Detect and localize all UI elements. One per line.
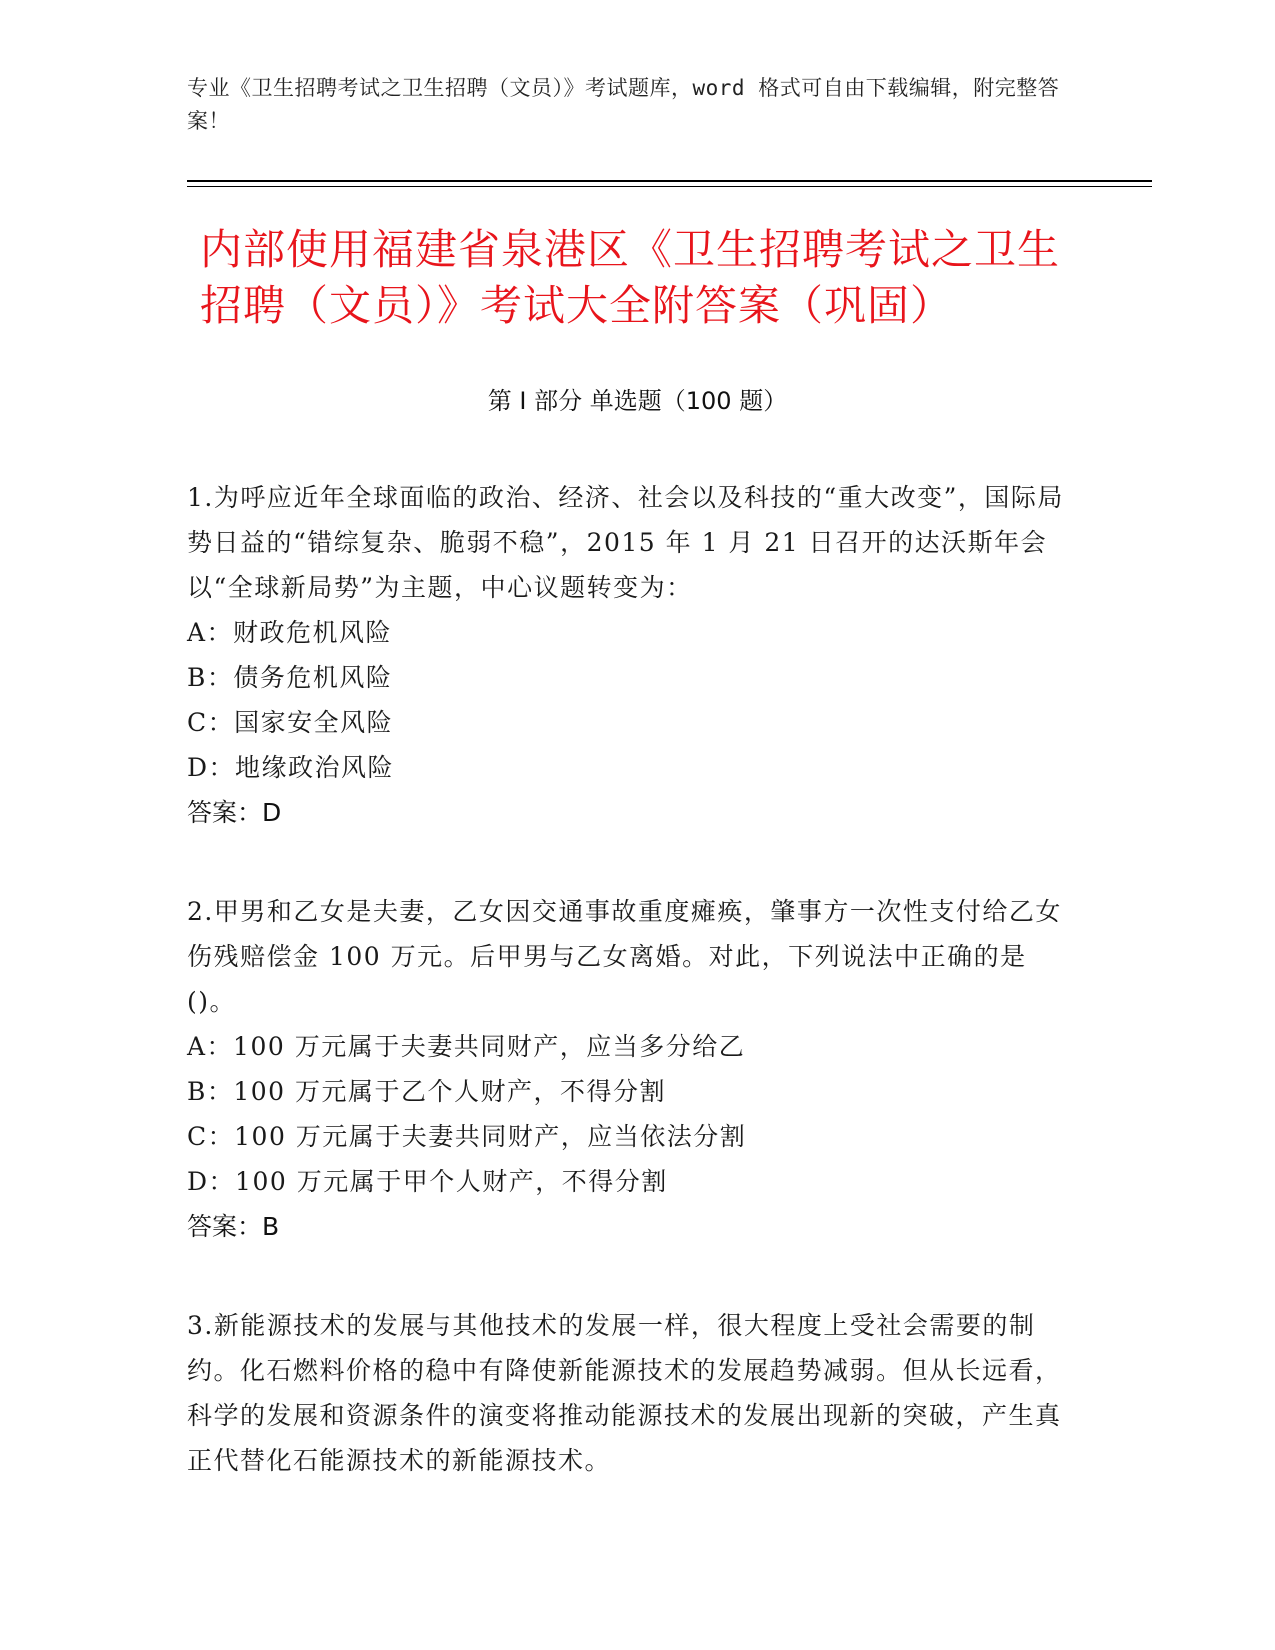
question-3 <box>187 1303 1067 1483</box>
option-a: A：100 万元属于夫妻共同财产，应当多分给乙 <box>187 1032 746 1061</box>
answer: 答案：D <box>187 798 282 827</box>
document-title: 内部使用福建省泉港区《卫生招聘考试之卫生招聘（文员）》考试大全附答案（巩固） <box>200 225 1061 330</box>
option-b: B：债务危机风险 <box>187 663 393 692</box>
question-2 <box>187 889 1067 1249</box>
option-d: D：100 万元属于甲个人财产，不得分割 <box>187 1167 668 1196</box>
question-stem: 3.新能源技术的发展与其他技术的发展一样，很大程度上受社会需要的制约。化石燃料价格的稳中有降使新能源技术的发展趋势减弱。但从长远看，科学的发展和资源条件的演变将推动能源技术的发展出现新的突破，产生真正代替化石能源技术的新能源技术。 <box>187 1311 1062 1475</box>
option-c: C：国家安全风险 <box>187 708 394 737</box>
option-a: A：财政危机风险 <box>187 618 393 647</box>
answer: 答案：B <box>187 1212 280 1241</box>
question-stem: 2.甲男和乙女是夫妻，乙女因交通事故重度瘫痪，肇事方一次性支付给乙女伤残赔偿金 100 万元。后甲男与乙女离婚。对此，下列说法中正确的是()。 <box>187 897 1062 1016</box>
header-divider-thick <box>187 180 1152 182</box>
question-1 <box>187 475 1067 835</box>
question-list <box>187 475 1067 1537</box>
header-note: 专业《卫生招聘考试之卫生招聘（文员）》考试题库，word 格式可自由下载编辑，附完整答案！ <box>187 76 1060 133</box>
option-c: C：100 万元属于夫妻共同财产，应当依法分割 <box>187 1122 747 1151</box>
option-d: D：地缘政治风险 <box>187 753 395 782</box>
question-stem: 1.为呼应近年全球面临的政治、经济、社会以及科技的“重大改变”，国际局势日益的“错综复杂、脆弱不稳”，2015 年 1 月 21 日召开的达沃斯年会以“全球新局势”为主题，中心议题转变为： <box>187 483 1064 602</box>
header-divider-thin <box>187 186 1152 187</box>
section-title: 第 I 部分 单选题（100 题） <box>487 387 788 415</box>
option-b: B：100 万元属于乙个人财产，不得分割 <box>187 1077 667 1106</box>
